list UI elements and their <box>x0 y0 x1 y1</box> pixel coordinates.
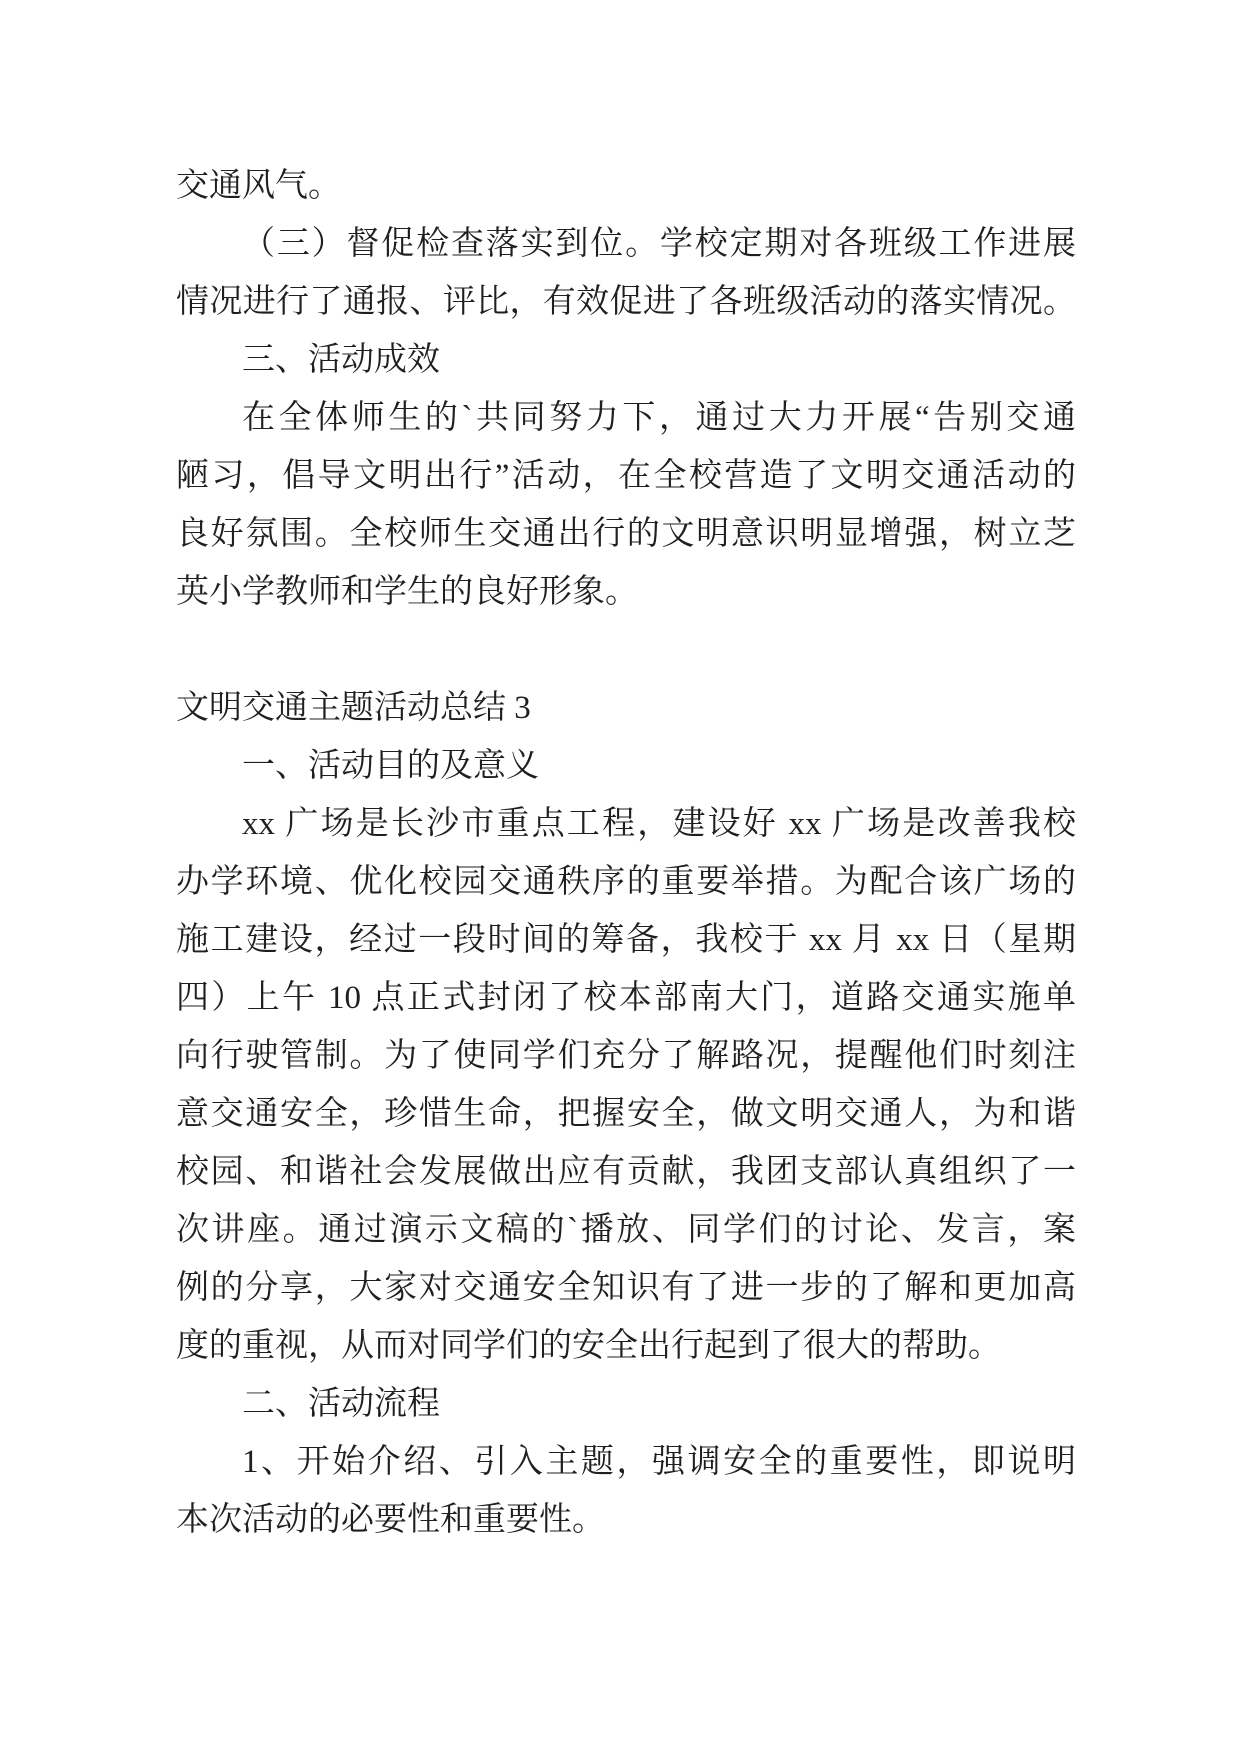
text-line: 文明交通主题活动总结 3 <box>176 690 531 726</box>
text-line: 情况进行了通报、评比，有效促进了各班级活动的落实情况。 <box>176 284 1076 320</box>
text-line: （三）督促检查落实到位。学校定期对各班级工作进展 <box>242 226 1076 262</box>
text-line: 四）上午 10 点正式封闭了校本部南大门，道路交通实施单 <box>176 980 1076 1016</box>
blank-line <box>176 621 1076 679</box>
text-line: 次讲座。通过演示文稿的`播放、同学们的讨论、发言，案 <box>176 1212 1076 1248</box>
text-line: 一、活动目的及意义 <box>242 748 539 784</box>
text-line: 交通风气。 <box>176 168 341 204</box>
text-line: 意交通安全，珍惜生命，把握安全，做文明交通人，为和谐 <box>176 1096 1076 1132</box>
text-line: 英小学教师和学生的良好形象。 <box>176 574 638 610</box>
text-line: 二、活动流程 <box>242 1386 440 1422</box>
text-line: 1、开始介绍、引入主题，强调安全的重要性，即说明 <box>242 1444 1076 1480</box>
text-line: 办学环境、优化校园交通秩序的重要举措。为配合该广场的 <box>176 864 1076 900</box>
text-line: 良好氛围。全校师生交通出行的文明意识明显增强，树立芝 <box>176 516 1076 552</box>
text-line: 本次活动的必要性和重要性。 <box>176 1502 605 1538</box>
text-line: 校园、和谐社会发展做出应有贡献，我团支部认真组织了一 <box>176 1154 1076 1190</box>
text-line: 向行驶管制。为了使同学们充分了解路况，提醒他们时刻注 <box>176 1038 1076 1074</box>
document-body <box>176 157 1076 1549</box>
text-line: 三、活动成效 <box>242 342 440 378</box>
text-line: 例的分享，大家对交通安全知识有了进一步的了解和更加高 <box>176 1270 1076 1306</box>
text-line: 施工建设，经过一段时间的筹备，我校于 xx 月 xx 日（星期 <box>176 922 1076 958</box>
text-line: 陋习，倡导文明出行”活动，在全校营造了文明交通活动的 <box>176 458 1076 494</box>
text-line: xx 广场是长沙市重点工程，建设好 xx 广场是改善我校 <box>242 806 1076 842</box>
text-line: 在全体师生的`共同努力下，通过大力开展“告别交通 <box>242 400 1076 436</box>
text-line: 度的重视，从而对同学们的安全出行起到了很大的帮助。 <box>176 1328 1001 1364</box>
